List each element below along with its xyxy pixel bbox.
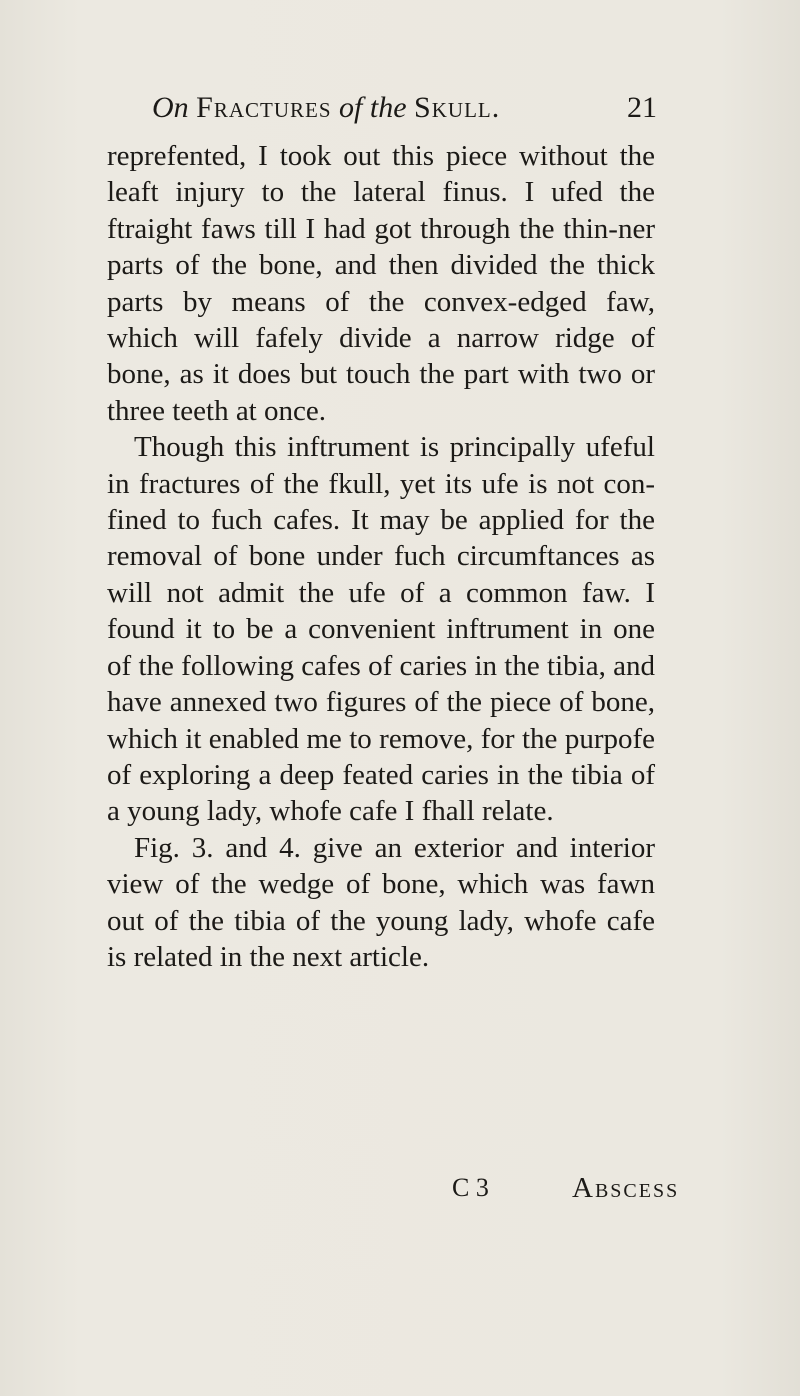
paragraph-1: reprefented, I took out this piece without the leaft injury to the lateral finus. I ufed the ftraight faws till I had got through the thin-ner parts of the bone, and then divided the thick parts by means of the convex-edged faw, which will fafely divide a narrow ridge of bone, as it does but touch the part with two or three teeth at once. (107, 140, 655, 427)
page-footer (452, 1168, 682, 1208)
catchword: Abscess (572, 1172, 680, 1204)
running-title-on: On (152, 91, 189, 124)
running-title-fractures: Fractures (196, 91, 332, 124)
body-text (107, 138, 655, 975)
running-title-of-the: of the (339, 91, 407, 124)
paragraph-2: Though this inftrument is principally ufeful in fractures of the fkull, yet its ufe is not con-fined to fuch cafes. It may be applied for the removal of bone under fuch circumftances as will not admit the ufe of a common faw. I found it to be a convenient inftrument in one of the following cafes of caries in the tibia, and have annexed two figures of the piece of bone, which it enabled me to remove, for the purpofe of exploring a deep feated caries in the tibia of a young lady, whofe cafe I fhall relate. (107, 431, 655, 828)
running-title-skull: Skull. (414, 91, 501, 124)
page-header (152, 88, 657, 128)
running-title (152, 88, 500, 128)
signature-mark: C 3 (452, 1173, 489, 1202)
page-number: 21 (627, 91, 657, 124)
paragraph-3: Fig. 3. and 4. give an exterior and interior view of the wedge of bone, which was fawn out of the tibia of the young lady, whofe cafe is related in the next article. (107, 831, 655, 973)
